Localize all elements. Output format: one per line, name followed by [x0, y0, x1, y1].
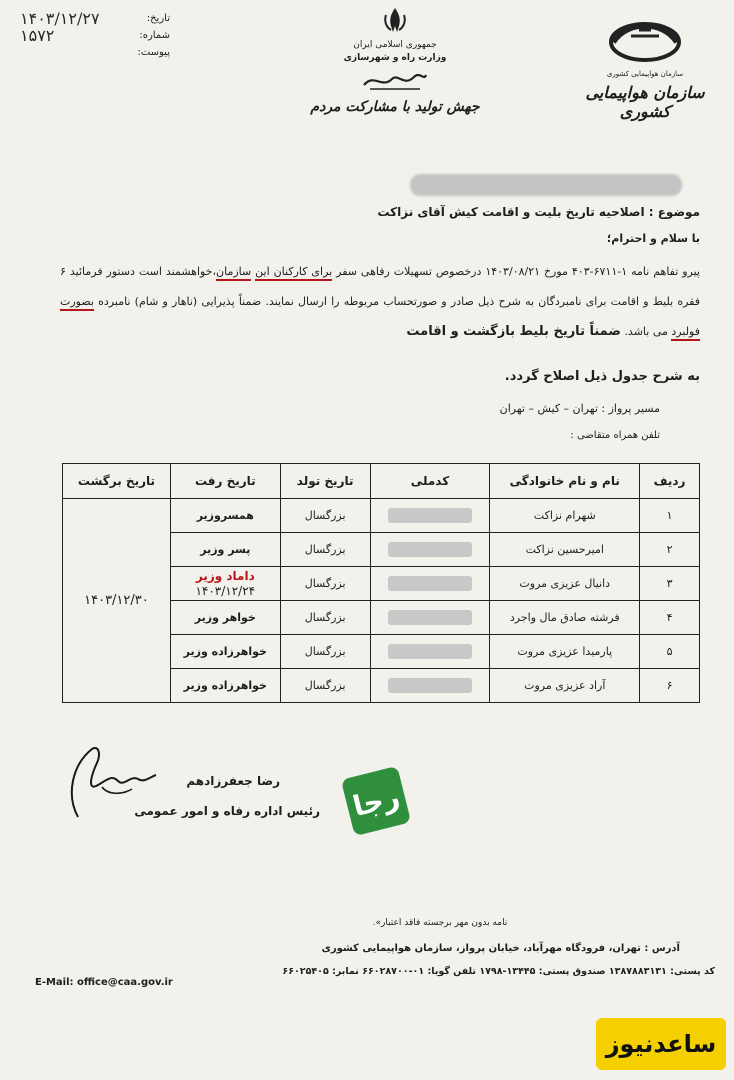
slogan: جهش تولید با مشارکت مردم: [310, 99, 480, 115]
date-label: تاریخ:: [146, 13, 170, 24]
col-departure-header: تاریخ رفت: [170, 464, 280, 499]
attachment-label: پیوست:: [137, 47, 170, 58]
para1-rest: ،خواهشمند است دستور فرمائید ۶ فقره بلیط و اقامت برای نامبردگان به شرح ذیل صادر و صورتحساب مربوطه: [60, 265, 701, 308]
validity-note: نامه بدون مهر برجسته فاقد اعتبار».: [372, 918, 508, 928]
row-relation: خواهرزاده وزیر: [170, 635, 280, 669]
row-index: ۴: [640, 601, 700, 635]
ministry-name: وزارت راه و شهرسازی: [343, 53, 447, 63]
saednews-watermark: [596, 1018, 726, 1070]
organization-name: سازمان هواپیمایی کشوری: [585, 83, 705, 121]
country-name: جمهوری اسلامی ایران: [353, 40, 437, 50]
col-birth-header: تاریخ تولد: [280, 464, 370, 499]
para1-underlined-staff: برای کارکنان این: [255, 265, 332, 281]
row-relation: خواهر وزیر: [170, 601, 280, 635]
para2-start: را ارسال نمایند. ضمناً پذیرایی (ناهار و شام) نامبرده: [93, 295, 340, 308]
redacted-id: [388, 508, 472, 523]
table-header-row: [63, 464, 700, 499]
row-birth: بزرگسال: [280, 499, 370, 533]
row-birth: بزرگسال: [280, 533, 370, 567]
raja-watermark-text: رجا: [349, 779, 403, 823]
row-birth: بزرگسال: [280, 669, 370, 703]
row-national-id: [370, 533, 490, 567]
col-national-id-header: کدملی: [370, 464, 490, 499]
applicant-phone: تلفن همراه متقاضی :: [570, 430, 660, 441]
email-line: E-Mail: office@caa.gov.ir: [35, 977, 173, 988]
contact-line: کد پستی: ۱۳۸۷۸۸۳۱۳۱ صندوق پستی: ۱۳۴۴۵-۱۷۹۸ تلفن گویا: ۰۱-۶۶۰۲۸۷۰۰ نمابر: ۶۶۰۲۵۴۰۵: [282, 966, 715, 977]
signatory-title: رئیس اداره رفاه و امور عمومی: [134, 804, 320, 818]
redacted-id: [388, 576, 472, 591]
return-date: ۱۴۰۳/۱۲/۳۰: [84, 593, 149, 608]
redacted-id: [388, 542, 472, 557]
row-index: ۲: [640, 533, 700, 567]
row-national-id: [370, 601, 490, 635]
logo-caption: سازمان هواپیمایی کشوری: [606, 70, 684, 78]
iran-emblem-icon: [380, 5, 410, 35]
row-name: امیرحسین نزاکت: [490, 533, 640, 567]
row-relation: خواهرزاده وزیر: [170, 669, 280, 703]
redacted-id: [388, 678, 472, 693]
letter-meta: [20, 10, 170, 61]
para2-underlined-fullboard: بصورت فولبرد: [60, 295, 700, 341]
row-name: شهرام نزاکت: [490, 499, 640, 533]
greeting: با سلام و احترام؛: [606, 232, 700, 245]
row-name: دانیال عزیزی مروت: [490, 567, 640, 601]
row-national-id: [370, 635, 490, 669]
row-relation: پسر وزیر: [170, 533, 280, 567]
para1-start: پیرو تفاهم نامه ۱-۶۷۱۱-۴۰۳ مورخ ۱۴۰۳/۰۸/۲۱ درخصوص تسهیلات رفاهی سفر: [332, 265, 700, 278]
bismillah-calligraphy-icon: [360, 67, 430, 93]
row-birth: بزرگسال: [280, 635, 370, 669]
raja-watermark: [341, 766, 411, 836]
row-relation-with-date: [170, 567, 280, 601]
row-index: ۳: [640, 567, 700, 601]
row-birth: بزرگسال: [280, 567, 370, 601]
row-relation: داماد وزیر: [195, 568, 255, 583]
para2-bold: ضمناً تاریخ بلیط بازگشت و اقامت: [406, 324, 621, 339]
signatory-name: رضا جعفرزادهم: [186, 774, 280, 788]
paragraph-3: به شرح جدول ذیل اصلاح گردد.: [504, 369, 700, 384]
organization-logo: [575, 8, 715, 121]
row-name: پارمیدا عزیزی مروت: [490, 635, 640, 669]
return-date-cell: [63, 499, 171, 703]
row-index: ۵: [640, 635, 700, 669]
redacted-id: [388, 644, 472, 659]
flight-route: مسیر پرواز : تهران – کیش – تهران: [499, 402, 660, 415]
redacted-recipient: [410, 174, 682, 196]
number-value: ۱۵۷۲: [20, 26, 55, 45]
row-name: فرشته صادق مال واجرد: [490, 601, 640, 635]
address-line: آدرس : تهران، فرودگاه مهرآباد، خیابان پرواز، سازمان هواپیمایی کشوری: [321, 943, 680, 954]
para2-end: می باشد.: [624, 325, 672, 338]
para1-underlined-org: سازمان: [216, 265, 251, 281]
caa-logo-icon: [603, 8, 687, 66]
letterhead-center: [300, 5, 490, 115]
subject-line: موضوع : اصلاحیه تاریخ بلیت و اقامت کیش آقای نزاکت: [377, 205, 700, 219]
row-national-id: [370, 567, 490, 601]
number-label: شماره:: [139, 30, 170, 41]
col-index-header: ردیف: [640, 464, 700, 499]
row-index: ۱: [640, 499, 700, 533]
row-index: ۶: [640, 669, 700, 703]
row-birth: بزرگسال: [280, 601, 370, 635]
col-return-header: تاریخ برگشت: [63, 464, 171, 499]
passenger-table: [62, 463, 700, 703]
col-name-header: نام و نام خانوادگی: [490, 464, 640, 499]
table-row: [63, 499, 700, 533]
departure-date: ۱۴۰۳/۱۲/۲۴: [195, 583, 256, 598]
paragraph-1: [60, 257, 700, 347]
redacted-id: [388, 610, 472, 625]
row-national-id: [370, 499, 490, 533]
date-value: ۱۴۰۳/۱۲/۲۷: [20, 9, 100, 28]
saednews-watermark-text: ساعدنیوز: [605, 1030, 717, 1058]
row-relation: همسروزیر: [170, 499, 280, 533]
row-name: آراد عزیزی مروت: [490, 669, 640, 703]
row-national-id: [370, 669, 490, 703]
